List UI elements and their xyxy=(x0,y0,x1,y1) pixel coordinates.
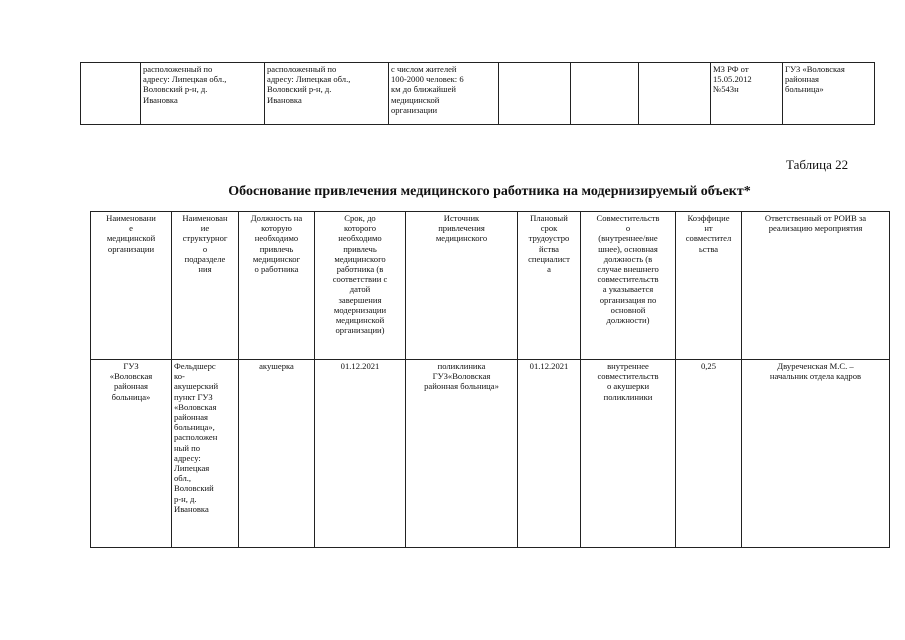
table-cell xyxy=(571,63,639,125)
table-cell xyxy=(141,63,265,125)
cell-line: привлечения xyxy=(438,223,485,234)
cell-line: Ответственный от РОИВ за xyxy=(764,213,867,223)
table-number: Таблица 22 xyxy=(786,157,849,172)
cell-line: которого xyxy=(343,223,377,234)
cell-line: поликлиники xyxy=(603,391,653,402)
cell-line: расположенный по xyxy=(267,64,337,74)
cell-line: больница» xyxy=(111,391,151,402)
cell-line: Коэффицие xyxy=(687,213,730,223)
table-cell xyxy=(639,63,711,125)
cell-line: йства xyxy=(539,243,559,254)
cell-line: организации xyxy=(107,243,155,254)
cell-line: шнее), основная xyxy=(598,243,658,254)
cell-line: ГУЗ «Воловская xyxy=(785,64,845,74)
cell-line: организация по xyxy=(599,294,657,305)
cell-line: «Воловская xyxy=(174,401,217,412)
cell-line: Плановый xyxy=(530,213,568,223)
cell-line: привлечь xyxy=(259,243,294,254)
cell-line: должность (в xyxy=(603,253,653,264)
cell-line: о работника xyxy=(254,264,299,275)
cell-line: должности) xyxy=(606,315,650,326)
cell-line: акушерка xyxy=(259,361,294,371)
cell-line: медицинского xyxy=(334,253,386,264)
cell-line: Липецкая xyxy=(174,463,210,474)
column-header xyxy=(315,212,406,360)
cell-line: поликлиника xyxy=(437,361,486,371)
cell-line: модернизации xyxy=(333,304,387,315)
cell-line: 01.12.2021 xyxy=(529,361,569,371)
cell-line: Срок, до xyxy=(344,213,376,223)
column-header xyxy=(172,212,239,360)
cell-line: ный по xyxy=(174,442,201,453)
cell-line: (внутреннее/вне xyxy=(598,233,658,244)
cell-line: а xyxy=(547,264,551,275)
table-cell xyxy=(711,63,783,125)
table-header-row xyxy=(91,212,890,360)
cell-line: организации xyxy=(391,104,438,115)
cell-line: совместительств xyxy=(597,274,659,285)
cell-line: организации) xyxy=(335,325,385,336)
cell-line: Совместительств xyxy=(596,213,660,223)
cell-line: 0,25 xyxy=(700,361,717,371)
cell-line: е xyxy=(129,223,133,234)
cell-line: медицинской xyxy=(335,315,385,326)
cell-line: №543н xyxy=(713,84,739,95)
table-title: Обоснование привлечения медицинского работника на модернизируемый объект* xyxy=(228,184,751,199)
cell-line: работника (в xyxy=(336,264,384,275)
column-header xyxy=(676,212,742,360)
cell-line: Ивановка xyxy=(143,94,178,105)
cell-line: ко- xyxy=(174,371,185,382)
cell-line: нт xyxy=(704,223,713,234)
table-cell xyxy=(91,360,172,548)
cell-line: акушерский xyxy=(174,381,219,392)
table-row xyxy=(91,360,890,548)
table-cell xyxy=(239,360,315,548)
table-cell xyxy=(315,360,406,548)
cell-line: р-н, д. xyxy=(174,493,197,504)
table-cell xyxy=(742,360,890,548)
cell-line: Ивановка xyxy=(267,94,302,105)
cell-line: районная xyxy=(785,74,819,85)
cell-line: о xyxy=(625,223,631,234)
cell-line: больница» xyxy=(785,84,824,95)
cell-line: Источник xyxy=(443,213,480,223)
cell-line: Наименован xyxy=(182,213,228,223)
justification-table xyxy=(90,211,890,548)
table-cell xyxy=(783,63,875,125)
cell-line: адресу: Липецкая обл., xyxy=(143,74,227,85)
cell-line: медицинског xyxy=(252,253,301,264)
cell-line: 01.12.2021 xyxy=(340,361,380,371)
table-cell xyxy=(499,63,571,125)
cell-line: датой xyxy=(349,284,371,295)
column-header xyxy=(742,212,890,360)
cell-line: специалист xyxy=(528,253,570,264)
table-cell xyxy=(81,63,141,125)
cell-line: районная больница» xyxy=(424,381,499,392)
cell-line: расположен xyxy=(174,432,218,443)
cell-line: Воловский xyxy=(174,483,214,494)
cell-line: о xyxy=(202,243,208,254)
cell-line: Наименовани xyxy=(106,213,156,223)
table-cell xyxy=(406,360,518,548)
cell-line: Ивановка xyxy=(174,503,209,514)
cell-line: ьства xyxy=(698,243,719,254)
cell-line: медицинской xyxy=(106,233,156,244)
cell-line: ие xyxy=(200,223,210,234)
cell-line: пункт ГУЗ xyxy=(174,391,213,402)
cell-line: Воловский р-н, д. xyxy=(143,84,208,95)
cell-line: 15.05.2012 xyxy=(713,74,752,85)
cell-line: основной xyxy=(610,304,646,315)
table-cell xyxy=(518,360,581,548)
cell-line: совместительств xyxy=(597,371,659,382)
cell-line: с числом жителей xyxy=(391,64,457,74)
table-cell xyxy=(581,360,676,548)
table-cell xyxy=(265,63,389,125)
cell-line: Фельдшерс xyxy=(174,361,216,371)
cell-line: соответствии с xyxy=(332,274,388,285)
cell-line: Двуреченская М.С. – xyxy=(777,361,854,371)
cell-line: ГУЗ xyxy=(123,361,139,371)
cell-line: совместител xyxy=(685,233,732,244)
cell-line: привлечь xyxy=(343,243,377,254)
cell-line: районная xyxy=(174,412,208,423)
cell-line: ния xyxy=(198,264,212,275)
table-cell xyxy=(172,360,239,548)
cell-line: необходимо xyxy=(338,233,382,244)
table-cell xyxy=(676,360,742,548)
continued-table-row xyxy=(81,63,875,125)
cell-line: районная xyxy=(114,381,148,392)
column-header xyxy=(518,212,581,360)
cell-line: км до ближайшей xyxy=(391,84,457,95)
cell-line: случае внешнего xyxy=(597,264,659,275)
cell-line: ГУЗ«Воловская xyxy=(432,371,491,382)
cell-line: которую xyxy=(261,223,292,234)
cell-line: Должность на xyxy=(250,213,303,223)
column-header xyxy=(406,212,518,360)
continued-table xyxy=(80,62,875,125)
cell-line: обл., xyxy=(174,473,192,484)
cell-line: трудоустро xyxy=(528,233,570,244)
cell-line: структурног xyxy=(182,233,228,244)
cell-line: «Воловская xyxy=(109,371,153,382)
cell-line: медицинского xyxy=(435,233,488,244)
table-cell xyxy=(389,63,499,125)
cell-line: подразделе xyxy=(184,253,226,264)
cell-line: реализацию мероприятия xyxy=(768,223,863,234)
cell-line: необходимо xyxy=(254,233,299,244)
column-header xyxy=(581,212,676,360)
cell-line: срок xyxy=(540,223,558,234)
column-header xyxy=(91,212,172,360)
cell-line: медицинской xyxy=(391,94,440,105)
cell-line: Воловский р-н, д. xyxy=(267,84,332,95)
cell-line: адресу: xyxy=(174,452,201,463)
column-header xyxy=(239,212,315,360)
cell-line: внутреннее xyxy=(607,361,649,371)
cell-line: о акушерки xyxy=(606,381,650,392)
cell-line: завершения xyxy=(338,294,382,305)
cell-line: 100-2000 человек: 6 xyxy=(391,74,464,85)
cell-line: МЗ РФ от xyxy=(713,64,749,74)
cell-line: адресу: Липецкая обл., xyxy=(267,74,351,85)
cell-line: больница», xyxy=(174,422,215,433)
cell-line: а указывается xyxy=(602,284,654,295)
cell-line: начальник отдела кадров xyxy=(769,371,862,382)
cell-line: расположенный по xyxy=(143,64,213,74)
